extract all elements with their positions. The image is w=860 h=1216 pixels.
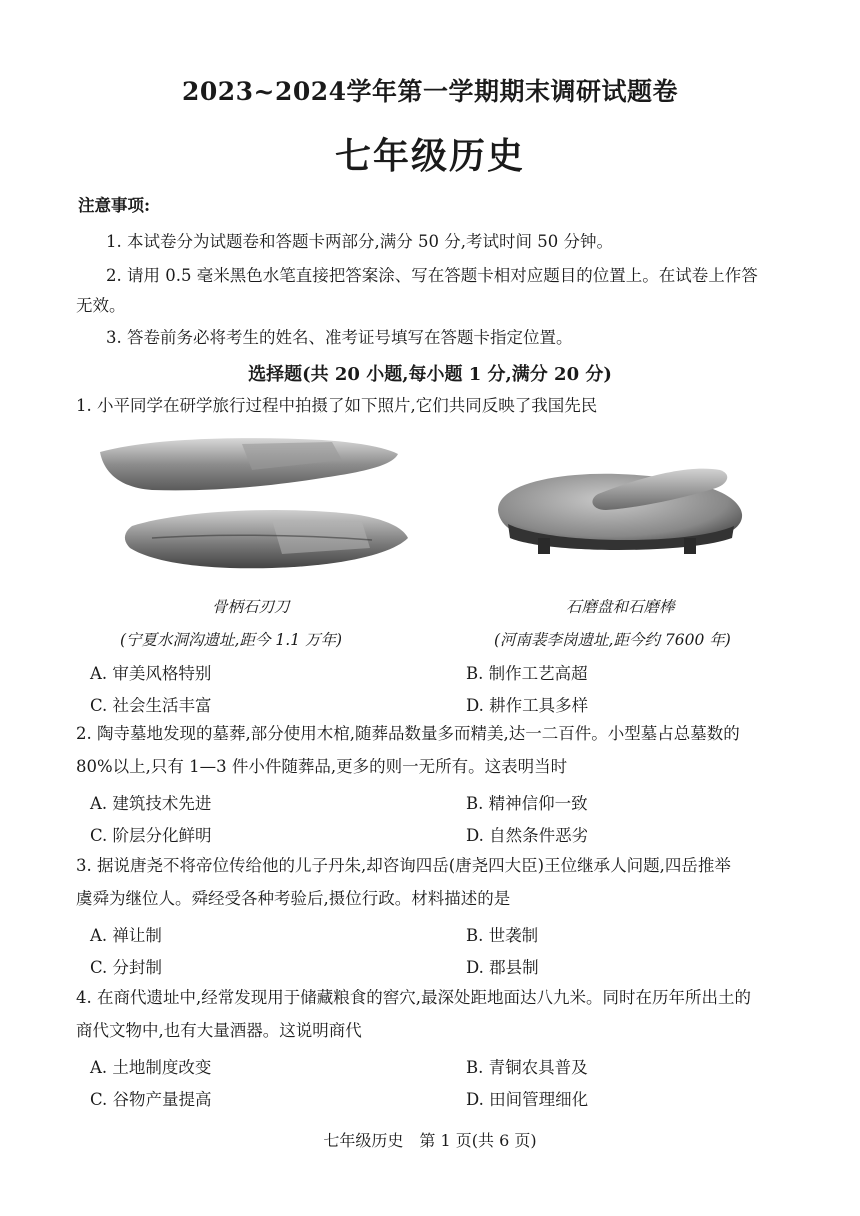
q3-option-a: A. 禅让制	[90, 926, 162, 945]
question-1-stem: 1. 小平同学在研学旅行过程中拍摄了如下照片,它们共同反映了我国先民	[76, 396, 598, 415]
image-2-note: (河南裴李岗遗址,距今约 7600 年)	[494, 631, 731, 649]
notice-item-3: 3. 答卷前务必将考生的姓名、准考证号填写在答题卡指定位置。	[106, 328, 573, 347]
q3-option-c: C. 分封制	[90, 958, 163, 977]
notice-item-2-cont: 无效。	[76, 296, 126, 315]
image-1-note: (宁夏水洞沟遗址,距今 1.1 万年)	[120, 631, 343, 649]
question-4-stem-line-1: 4. 在商代遗址中,经常发现用于储藏粮食的窖穴,最深处距地面达八九米。同时在历年所出土的	[76, 988, 751, 1007]
notice-item-2: 2. 请用 0.5 毫米黑色水笔直接把答案涂、写在答题卡相对应题目的位置上。在试卷上作答	[106, 266, 758, 285]
image-1-caption: 骨柄石刃刀	[212, 598, 290, 616]
image-2-caption: 石磨盘和石磨棒	[566, 598, 675, 616]
q4-option-c: C. 谷物产量提高	[90, 1090, 212, 1109]
section-title: 选择题(共 20 小题,每小题 1 分,满分 20 分)	[248, 364, 612, 385]
q1-option-d: D. 耕作工具多样	[466, 696, 589, 715]
q2-option-a: A. 建筑技术先进	[90, 794, 212, 813]
q4-option-a: A. 土地制度改变	[90, 1058, 212, 1077]
q3-option-d: D. 郡县制	[466, 958, 539, 977]
q3-option-b: B. 世袭制	[466, 926, 539, 945]
q1-option-b: B. 制作工艺高超	[466, 664, 588, 683]
subject-title: 七年级历史	[334, 135, 525, 177]
question-3-stem-line-1: 3. 据说唐尧不将帝位传给他的儿子丹朱,却咨询四岳(唐尧四大臣)王位继承人问题,四岳推举	[76, 856, 731, 875]
notice-item-1: 1. 本试卷分为试题卷和答题卡两部分,满分 50 分,考试时间 50 分钟。	[106, 232, 613, 251]
bone-knife-image	[92, 430, 414, 578]
notice-heading: 注意事项:	[78, 196, 151, 215]
question-2-stem-line-2: 80%以上,只有 1—3 件小件随葬品,更多的则一无所有。这表明当时	[76, 757, 568, 776]
question-3-stem-line-2: 虞舜为继位人。舜经受各种考验后,摄位行政。材料描述的是	[76, 889, 511, 908]
q2-option-d: D. 自然条件恶劣	[466, 826, 589, 845]
question-4-stem-line-2: 商代文物中,也有大量酒器。这说明商代	[76, 1021, 362, 1040]
q2-option-c: C. 阶层分化鲜明	[90, 826, 212, 845]
stone-quern-image	[488, 454, 748, 560]
page-footer: 七年级历史 第 1 页(共 6 页)	[323, 1131, 537, 1150]
q2-option-b: B. 精神信仰一致	[466, 794, 588, 813]
q4-option-b: B. 青铜农具普及	[466, 1058, 588, 1077]
exam-title: 2023~2024学年第一学期期末调研试题卷	[181, 77, 679, 106]
q1-option-c: C. 社会生活丰富	[90, 696, 212, 715]
question-2-stem-line-1: 2. 陶寺墓地发现的墓葬,部分使用木棺,随葬品数量多而精美,达一二百件。小型墓占总墓数的	[76, 724, 740, 743]
q1-option-a: A. 审美风格特别	[90, 664, 212, 683]
q4-option-d: D. 田间管理细化	[466, 1090, 589, 1109]
